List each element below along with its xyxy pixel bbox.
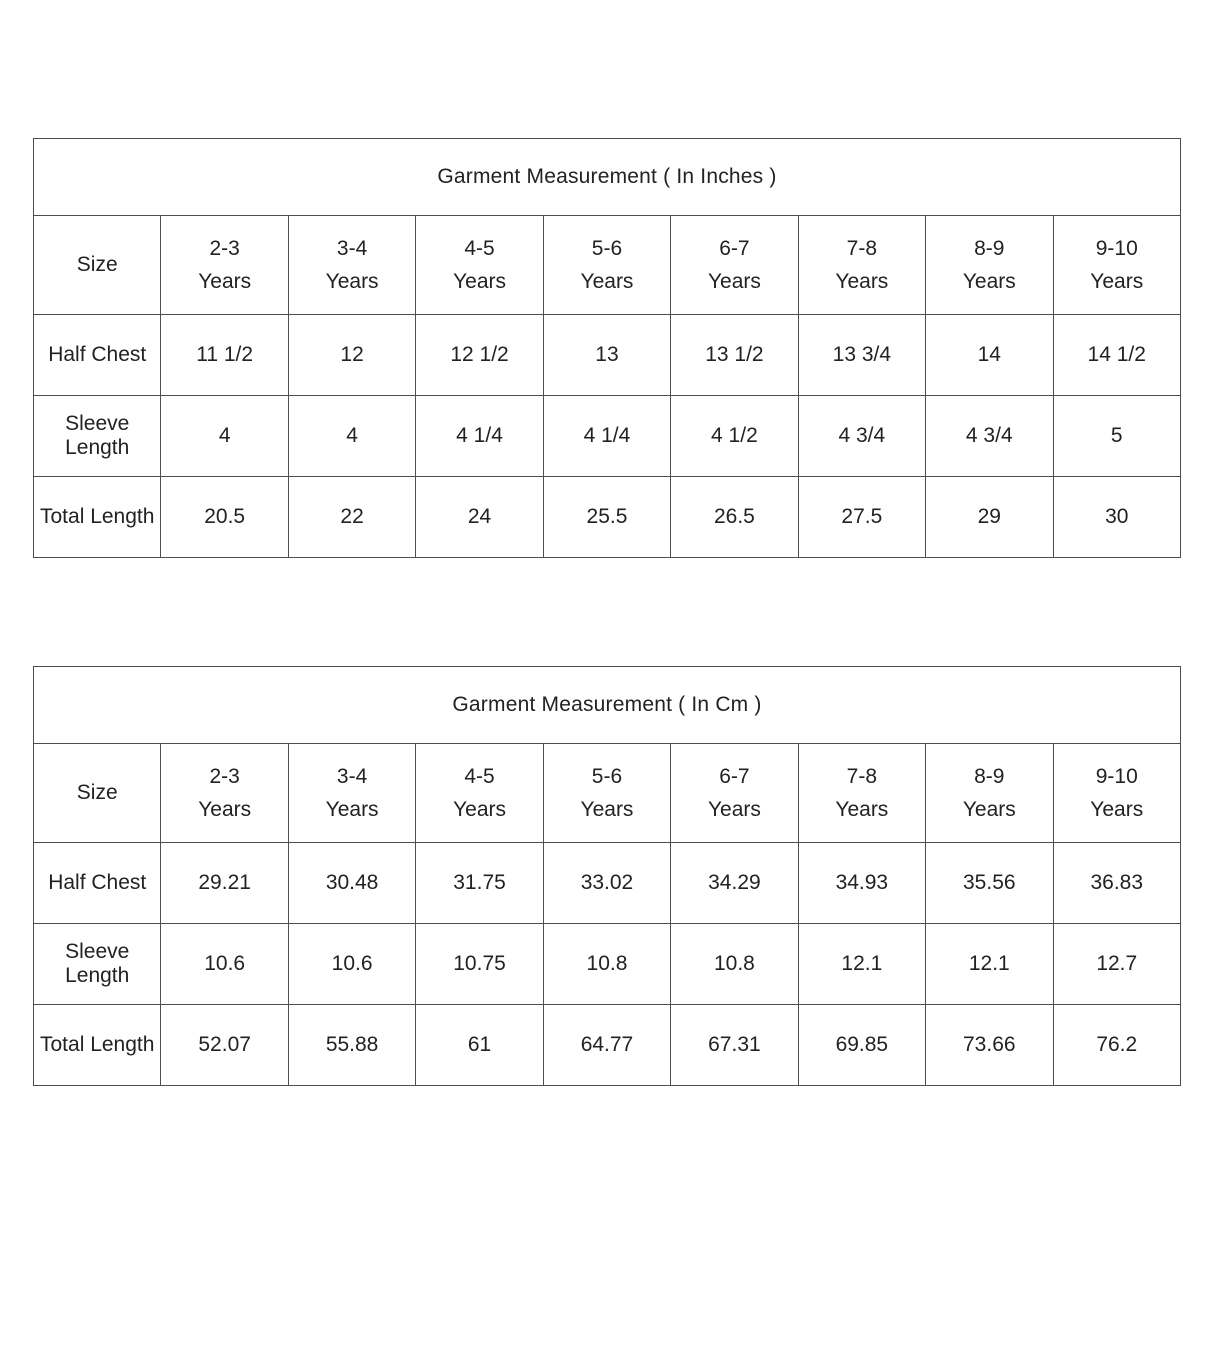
value-cell: 10.8 (543, 924, 670, 1005)
value-cell: 35.56 (926, 843, 1053, 924)
value-cell: 26.5 (671, 477, 798, 558)
value-cell: 69.85 (798, 1005, 925, 1086)
value-cell: 5 (1053, 396, 1181, 477)
table-row (34, 1005, 1181, 1086)
size-unit-label: Years (325, 798, 379, 821)
value-cell: 73.66 (926, 1005, 1053, 1086)
size-header-cell (671, 744, 798, 843)
size-unit-label: Years (580, 270, 634, 293)
size-range-label: 2-3 (209, 765, 240, 788)
value-cell: 30.48 (288, 843, 415, 924)
value-cell: 13 1/2 (671, 315, 798, 396)
size-header-cell (671, 216, 798, 315)
size-range-label: 3-4 (336, 765, 368, 788)
value-cell: 34.93 (798, 843, 925, 924)
size-range-label: 6-7 (719, 237, 750, 260)
size-header-cell (926, 216, 1053, 315)
garment-measurement-cm-table (33, 666, 1181, 1086)
value-cell: 31.75 (416, 843, 543, 924)
size-unit-label: Years (962, 270, 1016, 293)
size-range-label: 4-5 (464, 237, 495, 260)
size-range-label: 3-4 (336, 237, 368, 260)
table-title: Garment Measurement ( In Inches ) (34, 139, 1181, 216)
size-range-label: 9-10 (1095, 237, 1138, 260)
size-range-label: 7-8 (846, 237, 878, 260)
size-unit-label: Years (453, 798, 506, 821)
value-cell: 29 (926, 477, 1053, 558)
value-cell: 4 (161, 396, 288, 477)
size-header-cell (798, 744, 925, 843)
size-unit-label: Years (1090, 270, 1144, 293)
garment-measurement-inches-table (33, 138, 1181, 558)
row-label-cell: Half Chest (34, 843, 161, 924)
value-cell: 61 (416, 1005, 543, 1086)
size-header-cell (161, 744, 288, 843)
value-cell: 10.75 (416, 924, 543, 1005)
size-range-label: 8-9 (974, 765, 1005, 788)
value-cell: 29.21 (161, 843, 288, 924)
value-cell: 12 (288, 315, 415, 396)
row-label-cell: Total Length (34, 477, 161, 558)
value-cell: 4 1/2 (671, 396, 798, 477)
size-header-cell (416, 744, 543, 843)
size-header-cell (288, 744, 415, 843)
row-label-cell: Sleeve Length (34, 396, 161, 477)
value-cell: 30 (1053, 477, 1181, 558)
value-cell: 11 1/2 (161, 315, 288, 396)
row-label-cell: Sleeve Length (34, 924, 161, 1005)
table-title-row (34, 667, 1181, 744)
size-unit-label: Years (325, 270, 379, 293)
table-header-row (34, 744, 1181, 843)
value-cell: 4 (288, 396, 415, 477)
size-unit-label: Years (453, 270, 506, 293)
value-cell: 20.5 (161, 477, 288, 558)
value-cell: 25.5 (543, 477, 670, 558)
value-cell: 76.2 (1053, 1005, 1181, 1086)
size-range-label: 5-6 (591, 765, 623, 788)
value-cell: 10.6 (161, 924, 288, 1005)
value-cell: 33.02 (543, 843, 670, 924)
row-label-cell: Total Length (34, 1005, 161, 1086)
value-cell: 4 3/4 (926, 396, 1053, 477)
size-header-cell (288, 216, 415, 315)
size-header-cell (1053, 744, 1181, 843)
value-cell: 12 1/2 (416, 315, 543, 396)
value-cell: 67.31 (671, 1005, 798, 1086)
size-header-cell (926, 744, 1053, 843)
size-unit-label: Years (835, 798, 889, 821)
size-range-label: 5-6 (591, 237, 623, 260)
table-header-row (34, 216, 1181, 315)
size-range-label: 8-9 (974, 237, 1005, 260)
value-cell: 27.5 (798, 477, 925, 558)
value-cell: 14 (926, 315, 1053, 396)
size-unit-label: Years (198, 798, 252, 821)
value-cell: 34.29 (671, 843, 798, 924)
size-range-label: 9-10 (1095, 765, 1138, 788)
size-range-label: 7-8 (846, 765, 878, 788)
table-row (34, 924, 1181, 1005)
value-cell: 12.1 (798, 924, 925, 1005)
corner-label-cell: Size (34, 216, 161, 315)
value-cell: 64.77 (543, 1005, 670, 1086)
value-cell: 55.88 (288, 1005, 415, 1086)
value-cell: 22 (288, 477, 415, 558)
size-header-cell (416, 216, 543, 315)
value-cell: 4 1/4 (416, 396, 543, 477)
table-title-row (34, 139, 1181, 216)
size-unit-label: Years (707, 798, 761, 821)
size-range-label: 6-7 (719, 765, 750, 788)
table-row (34, 477, 1181, 558)
value-cell: 10.8 (671, 924, 798, 1005)
size-unit-label: Years (198, 270, 252, 293)
size-unit-label: Years (962, 798, 1016, 821)
size-unit-label: Years (580, 798, 634, 821)
size-range-label: 2-3 (209, 237, 240, 260)
value-cell: 52.07 (161, 1005, 288, 1086)
size-header-cell (798, 216, 925, 315)
corner-label-cell: Size (34, 744, 161, 843)
size-header-cell (543, 216, 670, 315)
table-row (34, 315, 1181, 396)
value-cell: 12.7 (1053, 924, 1181, 1005)
value-cell: 4 1/4 (543, 396, 670, 477)
size-unit-label: Years (835, 270, 889, 293)
value-cell: 24 (416, 477, 543, 558)
size-header-cell (161, 216, 288, 315)
table-title: Garment Measurement ( In Cm ) (34, 667, 1181, 744)
size-header-cell (543, 744, 670, 843)
value-cell: 12.1 (926, 924, 1053, 1005)
value-cell: 4 3/4 (798, 396, 925, 477)
table-row (34, 396, 1181, 477)
size-unit-label: Years (707, 270, 761, 293)
value-cell: 13 (543, 315, 670, 396)
value-cell: 10.6 (288, 924, 415, 1005)
value-cell: 14 1/2 (1053, 315, 1181, 396)
size-range-label: 4-5 (464, 765, 495, 788)
row-label-cell: Half Chest (34, 315, 161, 396)
table-row (34, 843, 1181, 924)
size-unit-label: Years (1090, 798, 1144, 821)
size-header-cell (1053, 216, 1181, 315)
value-cell: 13 3/4 (798, 315, 925, 396)
value-cell: 36.83 (1053, 843, 1181, 924)
